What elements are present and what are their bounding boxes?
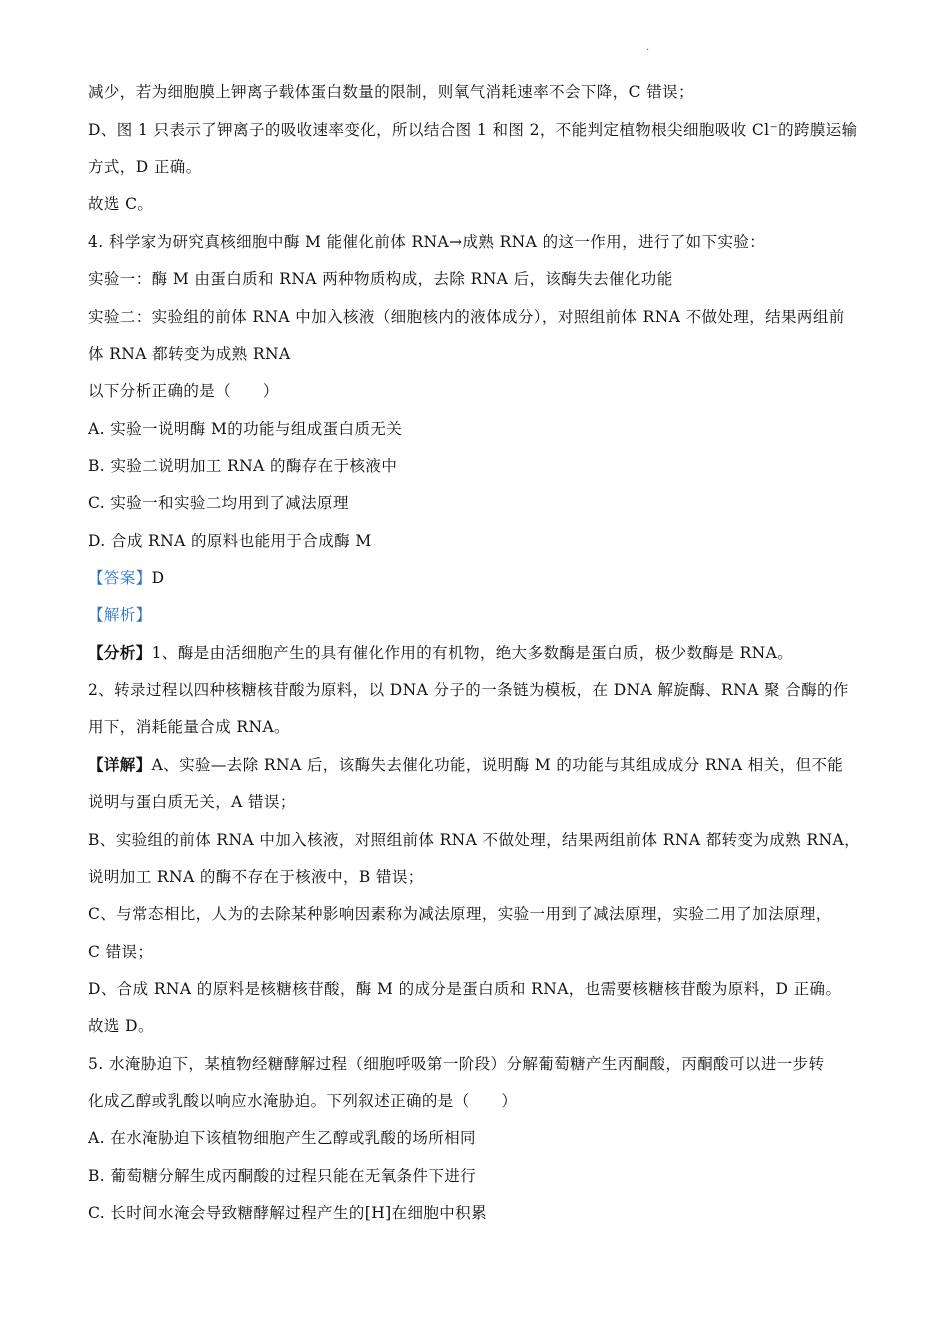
xiangjie-line [88,754,868,776]
text-line: D、合成 RNA 的原料是核糖核苷酸，酶 M 的成分是蛋白质和 RNA，也需要核糖核苷酸为原料，D 正确。 [88,980,842,998]
answer-value: D [151,569,165,587]
text-line: 2、转录过程以四种核糖核苷酸为原料，以 DNA 分子的一条链为模板，在 DNA 解旋酶、RNA 聚 合酶的作 [88,681,849,699]
question-4-stem: 4. 科学家为研究真核细胞中酶 M 能催化前体 RNA→成熟 RNA 的这一作用，进行了如下实验： [88,233,766,251]
analysis-tag: 【解析】 [88,606,152,624]
q5-option-c: C. 长时间水淹会导致糖酵解过程产生的[H]在细胞中积累 [88,1204,487,1222]
text-line: 用下，消耗能量合成 RNA。 [88,718,290,736]
question-prompt: 以下分析正确的是（ ） [88,382,279,400]
experiment-2: 实验二：实验组的前体 RNA 中加入核液（细胞核内的液体成分），对照组前体 RNA 不做处理，结果两组前 [88,308,845,326]
option-c: C. 实验一和实验二均用到了减法原理 [88,494,349,512]
xiangjie-text: A、实验—去除 RNA 后，该酶失去催化功能，说明酶 M 的功能与其组成成分 RNA 相关，但不能 [151,756,844,774]
q5-option-b: B. 葡萄糖分解生成丙酮酸的过程只能在无氧条件下进行 [88,1167,477,1185]
analysis-heading [88,604,868,626]
xiangjie-tag: 【详解】 [88,755,152,774]
text-line: C 错误； [88,943,154,961]
text-line: D、图 1 只表示了钾离子的吸收速率变化，所以结合图 1 和图 2，不能判定植物根尖细胞吸收 Cl⁻的跨膜运输 [88,121,858,139]
text-line: 说明与蛋白质无关，A 错误； [88,793,296,811]
fenxi-text: 1、酶是由活细胞产生的具有催化作用的有机物，绝大多数酶是蛋白质，极少数酶是 RNA。 [151,644,794,662]
text-line: 方式，D 正确。 [88,158,202,176]
answer-line [88,567,868,589]
text-line: 故选 C。 [88,195,154,213]
answer-tag: 【答案】 [88,569,152,587]
text-line: C、与常态相比，人为的去除某种影响因素称为减法原理，实验一用到了减法原理，实验二用了加法原理， [88,905,832,923]
q5-option-a: A. 在水淹胁迫下该植物细胞产生乙醇或乳酸的场所相同 [88,1129,476,1147]
experiment-1: 实验一：酶 M 由蛋白质和 RNA 两种物质构成，去除 RNA 后，该酶失去催化功能 [88,270,673,288]
text-line: B、实验组的前体 RNA 中加入核液，对照组前体 RNA 不做处理，结果两组前体 RNA 都转变为成熟 RNA， [88,831,860,849]
fenxi-line [88,642,868,664]
question-5-stem: 5. 水淹胁迫下，某植物经糖酵解过程（细胞呼吸第一阶段）分解葡萄糖产生丙酮酸，丙酮酸可以进一步转 [88,1055,825,1073]
text-line: 故选 D。 [88,1017,154,1035]
header-dot: . [646,42,650,53]
text-line: 减少，若为细胞膜上钾离子载体蛋白数量的限制，则氧气消耗速率不会下降，C 错误； [88,83,694,101]
option-d: D. 合成 RNA 的原料也能用于合成酶 M [88,532,372,550]
option-a: A. 实验一说明酶 M的功能与组成蛋白质无关 [88,420,403,438]
text-line: 化成乙醇或乳酸以响应水淹胁迫。下列叙述正确的是（ ） [88,1092,518,1110]
text-line: 体 RNA 都转变为成熟 RNA [88,345,291,363]
fenxi-tag: 【分析】 [88,643,152,662]
option-b: B. 实验二说明加工 RNA 的酶存在于核液中 [88,457,398,475]
text-line: 说明加工 RNA 的酶不存在于核液中，B 错误； [88,868,424,886]
